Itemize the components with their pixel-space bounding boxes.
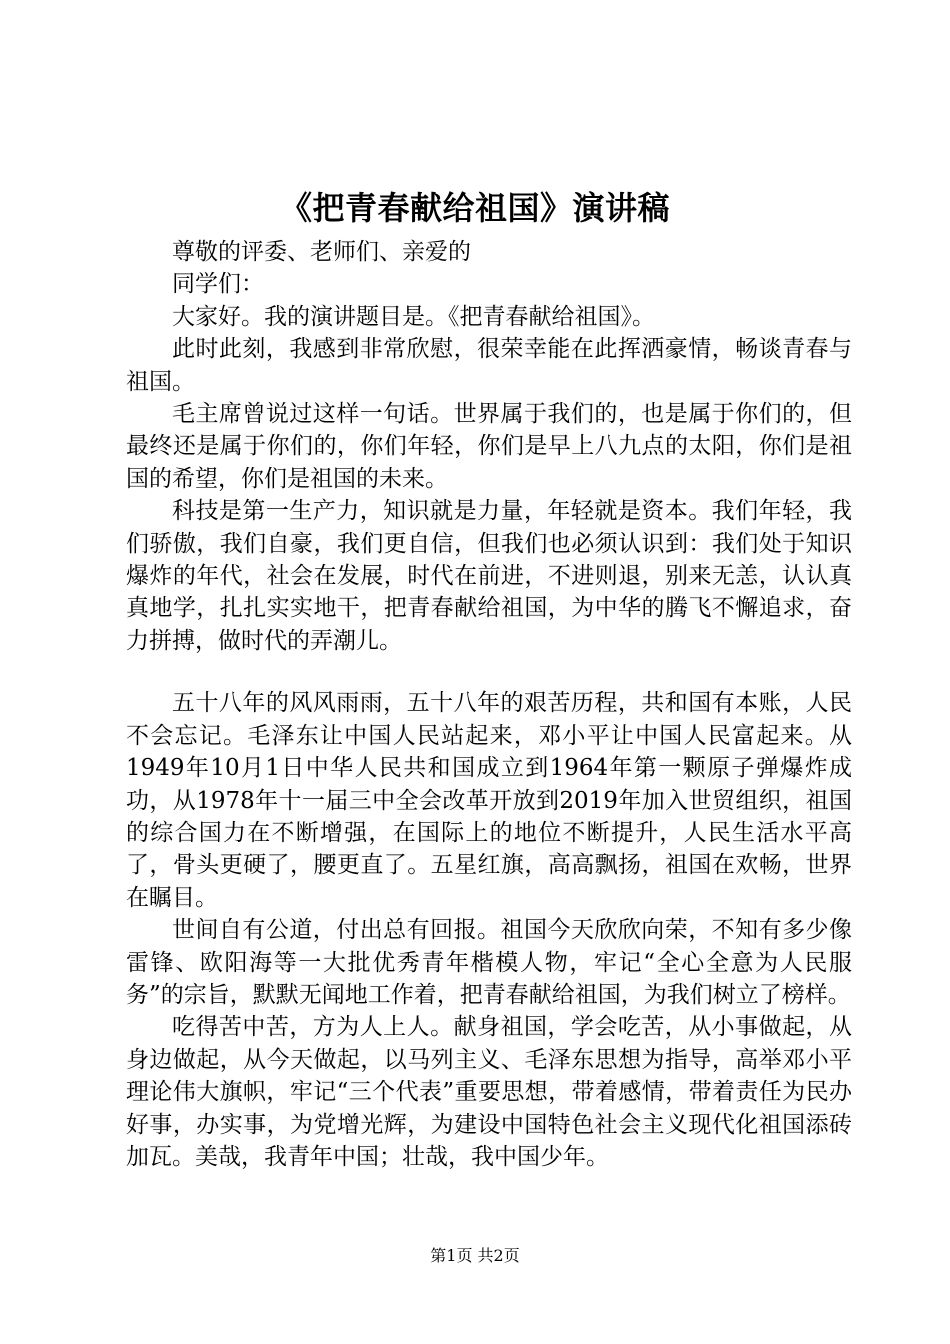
paragraph-moment: 此时此刻，我感到非常欣慰，很荣幸能在此挥洒豪情，畅谈青春与祖国。 <box>126 336 852 395</box>
document-title: 《把青春献给祖国》演讲稿 <box>279 189 670 227</box>
document-body <box>126 236 852 1173</box>
paragraph-hardship: 吃得苦中苦，方为人上人。献身祖国，学会吃苦，从小事做起，从身边做起，从今天做起，以马列主义、毛泽东思想为指导，高举邓小平理论伟大旗帜，牢记“三个代表”重要思想，带着感情，带着责任为民办好事，办实事，为党增光辉，为建设中国特色社会主义现代化祖国添砖加瓦。美哉，我青年中国；壮哉，我中国少年。 <box>126 1014 852 1170</box>
paragraph-greeting: 大家好。我的演讲题目是。《把青春献给祖国》。 <box>172 303 655 330</box>
salutation-line-1: 尊敬的评委、老师们、亲爱的 <box>172 239 471 265</box>
paragraph-role-models: 世间自有公道，付出总有回报。祖国今天欣欣向荣，不知有多少像雷锋、欧阳海等一大批优秀青年楷模人物，牢记“全心全意为人民服务”的宗旨，默默无闻地工作着，把青春献给祖国，为我们树立了榜样。 <box>126 917 852 1008</box>
salutation-line-2: 同学们： <box>172 271 264 298</box>
page-footer: 第1页 共2页 <box>430 1246 520 1265</box>
paragraph-chairman-quote: 毛主席曾说过这样一句话。世界属于我们的，也是属于你们的，但最终还是属于你们的，你们年轻，你们是早上八九点的太阳，你们是祖国的希望，你们是祖国的未来。 <box>126 401 852 492</box>
paragraph-technology: 科技是第一生产力，知识就是力量，年轻就是资本。我们年轻，我们骄傲，我们自豪，我们更自信，但我们也必须认识到：我们处于知识爆炸的年代，社会在发展，时代在前进，不进则退，别来无恙，认认真真地学，扎扎实实地干，把青春献给祖国，为中华的腾飞不懈追求，奋力拼搏，做时代的弄潮儿。 <box>126 498 852 654</box>
paragraph-history: 五十八年的风风雨雨，五十八年的艰苦历程，共和国有本账，人民不会忘记。毛泽东让中国人民站起来，邓小平让中国人民富起来。从1949年10月1日中华人民共和国成立到1964年第一颗原子弹爆炸成功，从1978年十一届三中全会改革开放到2019年加入世贸组织，祖国的综合国力在不断增强，在国际上的地位不断提升，人民生活水平高了，骨头更硬了，腰更直了。五星红旗，高高飘扬，祖国在欢畅，世界在瞩目。 <box>126 690 852 911</box>
